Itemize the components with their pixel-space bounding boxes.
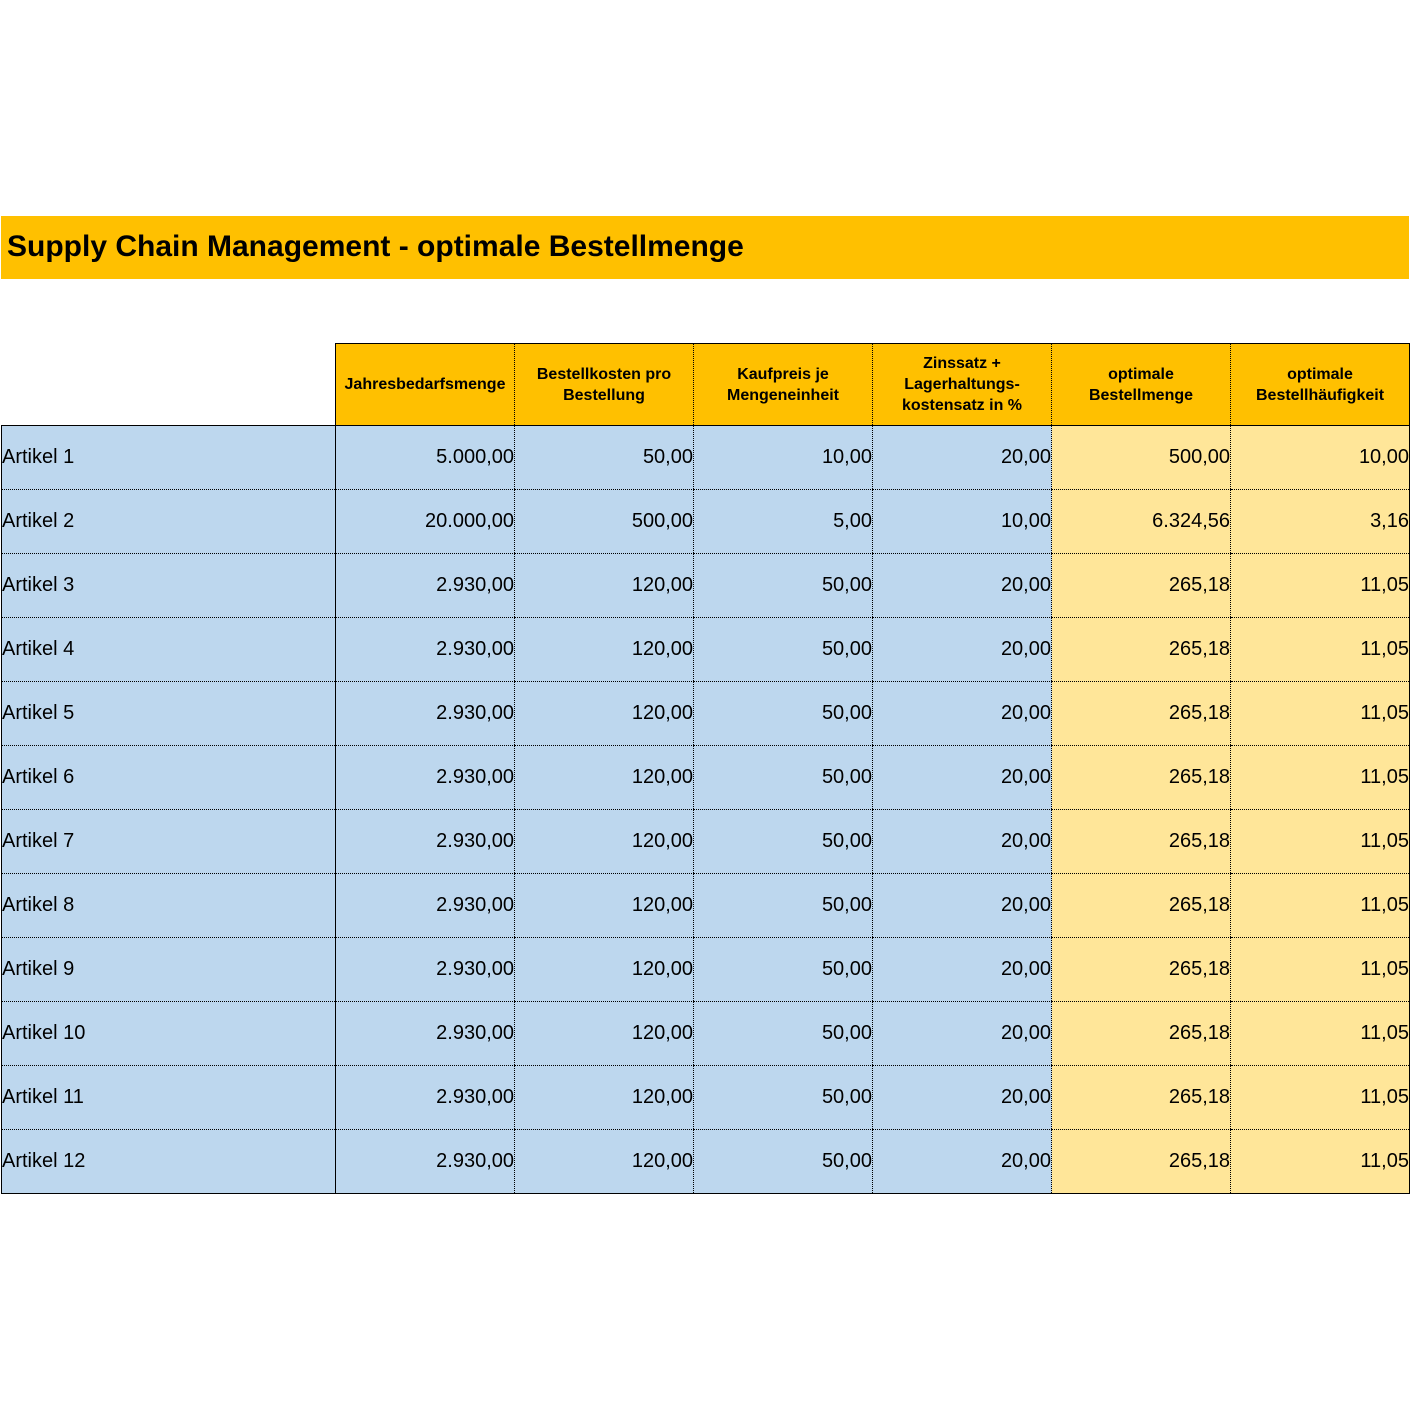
cell-jahresbedarfsmenge[interactable]: 2.930,00 [336,554,515,618]
cell-kaufpreis[interactable]: 5,00 [694,490,873,554]
row-label-cell[interactable]: Artikel 9 [2,938,336,1002]
cell-optimale-bestellmenge[interactable]: 265,18 [1052,810,1231,874]
cell-optimale-bestellmenge[interactable]: 265,18 [1052,938,1231,1002]
table-row [2,874,1410,938]
cell-bestellkosten[interactable]: 120,00 [515,1130,694,1194]
header-blank-cell[interactable] [2,344,336,426]
cell-optimale-bestellhaeufigkeit[interactable]: 3,16 [1231,490,1410,554]
table-row [2,554,1410,618]
header-label: Zinssatz + Lagerhaltungs-kostensatz in % [901,355,1023,414]
cell-jahresbedarfsmenge[interactable]: 2.930,00 [336,618,515,682]
row-label-cell[interactable]: Artikel 12 [2,1130,336,1194]
cell-zinssatz[interactable]: 20,00 [873,682,1052,746]
row-label-cell[interactable]: Artikel 10 [2,1002,336,1066]
header-label: optimale Bestellmenge [1088,365,1194,404]
cell-kaufpreis[interactable]: 50,00 [694,746,873,810]
cell-optimale-bestellhaeufigkeit[interactable]: 11,05 [1231,1066,1410,1130]
cell-bestellkosten[interactable]: 120,00 [515,1002,694,1066]
table-row [2,1130,1410,1194]
cell-zinssatz[interactable]: 20,00 [873,810,1052,874]
row-label-cell[interactable]: Artikel 3 [2,554,336,618]
cell-zinssatz[interactable]: 20,00 [873,426,1052,490]
cell-kaufpreis[interactable]: 50,00 [694,554,873,618]
cell-zinssatz[interactable]: 20,00 [873,874,1052,938]
cell-bestellkosten[interactable]: 120,00 [515,938,694,1002]
cell-kaufpreis[interactable]: 10,00 [694,426,873,490]
cell-kaufpreis[interactable]: 50,00 [694,1002,873,1066]
cell-jahresbedarfsmenge[interactable]: 2.930,00 [336,1066,515,1130]
cell-optimale-bestellmenge[interactable]: 265,18 [1052,1130,1231,1194]
table-row [2,1066,1410,1130]
cell-bestellkosten[interactable]: 500,00 [515,490,694,554]
cell-bestellkosten[interactable]: 120,00 [515,554,694,618]
cell-jahresbedarfsmenge[interactable]: 2.930,00 [336,682,515,746]
cell-optimale-bestellhaeufigkeit[interactable]: 11,05 [1231,938,1410,1002]
row-label-cell[interactable]: Artikel 7 [2,810,336,874]
row-label-cell[interactable]: Artikel 6 [2,746,336,810]
header-label: Kaufpreis je Mengeneinheit [726,365,839,404]
title-bar [1,216,1409,279]
cell-zinssatz[interactable]: 20,00 [873,554,1052,618]
row-label-cell[interactable]: Artikel 11 [2,1066,336,1130]
header-row [2,344,1410,426]
cell-jahresbedarfsmenge[interactable]: 2.930,00 [336,810,515,874]
cell-zinssatz[interactable]: 20,00 [873,1002,1052,1066]
cell-jahresbedarfsmenge[interactable]: 20.000,00 [336,490,515,554]
header-label: Bestellkosten pro Bestellung [536,365,672,404]
cell-optimale-bestellhaeufigkeit[interactable]: 11,05 [1231,874,1410,938]
cell-kaufpreis[interactable]: 50,00 [694,618,873,682]
cell-bestellkosten[interactable]: 120,00 [515,618,694,682]
cell-jahresbedarfsmenge[interactable]: 2.930,00 [336,1002,515,1066]
cell-optimale-bestellhaeufigkeit[interactable]: 11,05 [1231,1002,1410,1066]
cell-optimale-bestellmenge[interactable]: 265,18 [1052,746,1231,810]
row-label-cell[interactable]: Artikel 1 [2,426,336,490]
table-row [2,426,1410,490]
cell-zinssatz[interactable]: 20,00 [873,746,1052,810]
header-label: optimale Bestellhäufigkeit [1255,365,1385,404]
cell-bestellkosten[interactable]: 120,00 [515,682,694,746]
cell-bestellkosten[interactable]: 50,00 [515,426,694,490]
table-row [2,1002,1410,1066]
cell-kaufpreis[interactable]: 50,00 [694,874,873,938]
order-quantity-table [1,343,1410,1194]
cell-zinssatz[interactable]: 20,00 [873,938,1052,1002]
cell-jahresbedarfsmenge[interactable]: 2.930,00 [336,746,515,810]
table-row [2,810,1410,874]
cell-zinssatz[interactable]: 10,00 [873,490,1052,554]
header-cell-zinssatz[interactable] [873,344,1052,426]
cell-optimale-bestellhaeufigkeit[interactable]: 11,05 [1231,682,1410,746]
row-label-cell[interactable]: Artikel 8 [2,874,336,938]
cell-optimale-bestellmenge[interactable]: 265,18 [1052,1066,1231,1130]
table-row [2,746,1410,810]
cell-optimale-bestellmenge[interactable]: 265,18 [1052,554,1231,618]
cell-kaufpreis[interactable]: 50,00 [694,938,873,1002]
cell-optimale-bestellmenge[interactable]: 6.324,56 [1052,490,1231,554]
header-cell-bestellkosten[interactable] [515,344,694,426]
cell-zinssatz[interactable]: 20,00 [873,1130,1052,1194]
header-label: Jahresbedarfsmenge [344,376,506,393]
cell-bestellkosten[interactable]: 120,00 [515,746,694,810]
row-label-cell[interactable]: Artikel 4 [2,618,336,682]
cell-bestellkosten[interactable]: 120,00 [515,810,694,874]
cell-jahresbedarfsmenge[interactable]: 2.930,00 [336,938,515,1002]
table-body [2,426,1410,1194]
cell-optimale-bestellhaeufigkeit[interactable]: 11,05 [1231,554,1410,618]
cell-bestellkosten[interactable]: 120,00 [515,874,694,938]
cell-jahresbedarfsmenge[interactable]: 2.930,00 [336,1130,515,1194]
cell-bestellkosten[interactable]: 120,00 [515,1066,694,1130]
cell-optimale-bestellhaeufigkeit[interactable]: 11,05 [1231,746,1410,810]
cell-kaufpreis[interactable]: 50,00 [694,1066,873,1130]
header-cell-kaufpreis[interactable] [694,344,873,426]
table-row [2,682,1410,746]
cell-optimale-bestellmenge[interactable]: 265,18 [1052,618,1231,682]
cell-kaufpreis[interactable]: 50,00 [694,810,873,874]
cell-optimale-bestellhaeufigkeit[interactable]: 11,05 [1231,1130,1410,1194]
cell-optimale-bestellhaeufigkeit[interactable]: 11,05 [1231,618,1410,682]
cell-optimale-bestellmenge[interactable]: 500,00 [1052,426,1231,490]
row-label-cell[interactable]: Artikel 5 [2,682,336,746]
table-row [2,618,1410,682]
cell-optimale-bestellmenge[interactable]: 265,18 [1052,1002,1231,1066]
table-row [2,938,1410,1002]
cell-zinssatz[interactable]: 20,00 [873,1066,1052,1130]
cell-zinssatz[interactable]: 20,00 [873,618,1052,682]
header-cell-optimale-bestellmenge[interactable] [1052,344,1231,426]
header-cell-optimale-bestellhaeufigkeit[interactable] [1231,344,1410,426]
cell-jahresbedarfsmenge[interactable]: 2.930,00 [336,874,515,938]
cell-kaufpreis[interactable]: 50,00 [694,1130,873,1194]
cell-optimale-bestellmenge[interactable]: 265,18 [1052,874,1231,938]
cell-kaufpreis[interactable]: 50,00 [694,682,873,746]
cell-jahresbedarfsmenge[interactable]: 5.000,00 [336,426,515,490]
cell-optimale-bestellhaeufigkeit[interactable]: 11,05 [1231,810,1410,874]
row-label-cell[interactable]: Artikel 2 [2,490,336,554]
sheet-title: Supply Chain Management - optimale Bestellmenge [7,230,744,263]
header-cell-jahresbedarfsmenge[interactable] [336,344,515,426]
cell-optimale-bestellmenge[interactable]: 265,18 [1052,682,1231,746]
cell-optimale-bestellhaeufigkeit[interactable]: 10,00 [1231,426,1410,490]
table-row [2,490,1410,554]
